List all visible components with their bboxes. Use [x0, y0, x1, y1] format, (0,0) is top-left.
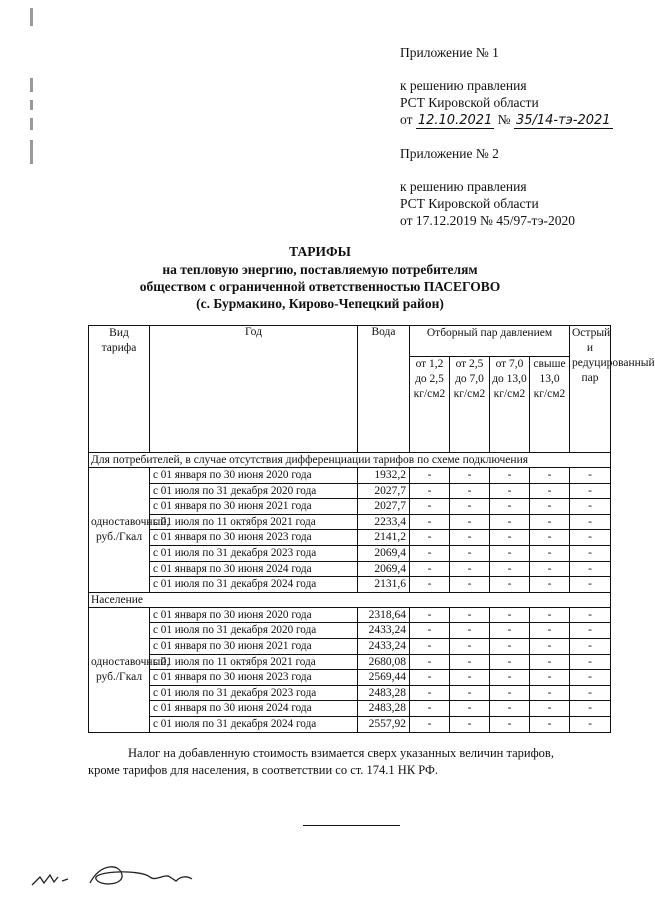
empty-value: -	[570, 545, 611, 561]
empty-value: -	[450, 577, 490, 593]
empty-value: -	[530, 561, 570, 577]
empty-value: -	[490, 483, 530, 499]
empty-value: -	[490, 468, 530, 484]
subtitle-line3: (с. Бурмакино, Кирово-Чепецкий район)	[196, 296, 444, 311]
table-row	[89, 561, 611, 577]
empty-value: -	[490, 638, 530, 654]
empty-value: -	[570, 468, 611, 484]
empty-value: -	[570, 577, 611, 593]
col-steam-3: от 7,0 до 13,0 кг/см2	[490, 357, 530, 453]
empty-value: -	[570, 514, 611, 530]
empty-value: -	[410, 530, 450, 546]
vat-note: Налог на добавленную стоимость взимается сверх указанных величин тарифов,	[128, 746, 554, 760]
empty-value: -	[570, 638, 611, 654]
empty-value: -	[490, 607, 530, 623]
empty-value: -	[450, 685, 490, 701]
period-cell: с 01 января по 30 июня 2024 года	[150, 701, 358, 717]
empty-value: -	[530, 685, 570, 701]
empty-value: -	[410, 545, 450, 561]
empty-value: -	[410, 499, 450, 515]
water-value: 2233,4	[358, 514, 410, 530]
ref1-line2: РСТ Кировской области	[400, 95, 539, 110]
empty-value: -	[450, 468, 490, 484]
vat-note-line2: кроме тарифов для населения, в соответствии со ст. 174.1 НК РФ.	[88, 763, 439, 777]
ref2-line3: от 17.12.2019 № 45/97-тэ-2020	[400, 213, 575, 228]
water-value: 2027,7	[358, 483, 410, 499]
empty-value: -	[410, 623, 450, 639]
empty-value: -	[410, 701, 450, 717]
empty-value: -	[490, 670, 530, 686]
section-title: Население	[89, 592, 611, 607]
empty-value: -	[450, 561, 490, 577]
table-row	[89, 607, 611, 623]
empty-value: -	[570, 685, 611, 701]
table-row	[89, 654, 611, 670]
col-sharp-steam: Острый и редуцированный пар	[570, 326, 611, 453]
empty-value: -	[490, 499, 530, 515]
empty-value: -	[490, 577, 530, 593]
period-cell: с 01 января по 30 июня 2023 года	[150, 530, 358, 546]
empty-value: -	[450, 638, 490, 654]
tariff-kind: одноставочный, руб./Гкал	[89, 468, 150, 593]
appendix-2-label: Приложение № 2	[400, 146, 499, 161]
empty-value: -	[450, 530, 490, 546]
margin-marks	[30, 0, 38, 170]
empty-value: -	[450, 545, 490, 561]
empty-value: -	[410, 670, 450, 686]
water-value: 2569,44	[358, 670, 410, 686]
empty-value: -	[490, 514, 530, 530]
water-value: 2318,64	[358, 607, 410, 623]
ref2-line1: к решению правления	[400, 179, 527, 194]
section-title: Для потребителей, в случае отсутствия дифференциации тарифов по схеме подключения	[89, 453, 611, 468]
empty-value: -	[410, 654, 450, 670]
empty-value: -	[410, 483, 450, 499]
empty-value: -	[530, 670, 570, 686]
period-cell: с 01 июля по 11 октября 2021 года	[150, 514, 358, 530]
empty-value: -	[410, 577, 450, 593]
period-cell: с 01 июля по 31 декабря 2020 года	[150, 483, 358, 499]
empty-value: -	[570, 716, 611, 732]
water-value: 2131,6	[358, 577, 410, 593]
water-value: 2027,7	[358, 499, 410, 515]
empty-value: -	[570, 530, 611, 546]
table-row	[89, 716, 611, 732]
empty-value: -	[570, 499, 611, 515]
tariff-kind: одноставочный, руб./Гкал	[89, 607, 150, 732]
empty-value: -	[410, 561, 450, 577]
col-steam-4: свыше 13,0 кг/см2	[530, 357, 570, 453]
empty-value: -	[570, 561, 611, 577]
empty-value: -	[450, 514, 490, 530]
title: ТАРИФЫ	[289, 244, 351, 259]
col-steam-1: от 1,2 до 2,5 кг/см2	[410, 357, 450, 453]
empty-value: -	[450, 716, 490, 732]
empty-value: -	[410, 468, 450, 484]
empty-value: -	[490, 545, 530, 561]
period-cell: с 01 января по 30 июня 2021 года	[150, 638, 358, 654]
period-cell: с 01 января по 30 июня 2024 года	[150, 561, 358, 577]
ref1-line1: к решению правления	[400, 78, 527, 93]
subtitle-line2: обществом с ограниченной ответственностью ПАСЕГОВО	[139, 279, 501, 294]
empty-value: -	[530, 716, 570, 732]
header-row	[89, 326, 611, 357]
water-value: 2141,2	[358, 530, 410, 546]
empty-value: -	[530, 607, 570, 623]
empty-value: -	[570, 701, 611, 717]
empty-value: -	[530, 545, 570, 561]
table-row	[89, 670, 611, 686]
appendix-1-label: Приложение № 1	[400, 45, 499, 60]
empty-value: -	[490, 701, 530, 717]
col-water: Вода	[358, 326, 410, 453]
empty-value: -	[410, 638, 450, 654]
ref1-number: 35/14-тэ-2021	[515, 113, 611, 128]
ref2-line2: РСТ Кировской области	[400, 196, 539, 211]
period-cell: с 01 января по 30 июня 2020 года	[150, 468, 358, 484]
table-row	[89, 499, 611, 515]
water-value: 2433,24	[358, 638, 410, 654]
empty-value: -	[450, 499, 490, 515]
water-value: 2433,24	[358, 623, 410, 639]
empty-value: -	[450, 607, 490, 623]
period-cell: с 01 июля по 31 декабря 2024 года	[150, 716, 358, 732]
empty-value: -	[570, 607, 611, 623]
water-value: 2483,28	[358, 701, 410, 717]
water-value: 2069,4	[358, 561, 410, 577]
period-cell: с 01 января по 30 июня 2020 года	[150, 607, 358, 623]
empty-value: -	[530, 483, 570, 499]
empty-value: -	[530, 514, 570, 530]
col-year: Год	[150, 326, 358, 453]
table-row	[89, 545, 611, 561]
period-cell: с 01 января по 30 июня 2023 года	[150, 670, 358, 686]
empty-value: -	[490, 561, 530, 577]
table-row	[89, 701, 611, 717]
empty-value: -	[570, 670, 611, 686]
section-header-row	[89, 592, 611, 607]
empty-value: -	[490, 685, 530, 701]
period-cell: с 01 июля по 31 декабря 2023 года	[150, 685, 358, 701]
empty-value: -	[530, 499, 570, 515]
empty-value: -	[450, 670, 490, 686]
tariff-table	[88, 325, 655, 733]
empty-value: -	[530, 577, 570, 593]
empty-value: -	[530, 468, 570, 484]
empty-value: -	[450, 654, 490, 670]
subtitle-line1: на тепловую энергию, поставляемую потребителям	[162, 262, 478, 277]
ref1-line3	[400, 111, 613, 129]
period-cell: с 01 июля по 31 декабря 2024 года	[150, 577, 358, 593]
water-value: 2680,08	[358, 654, 410, 670]
ref1-prefix: от	[400, 112, 413, 127]
empty-value: -	[490, 654, 530, 670]
period-cell: с 01 июля по 31 декабря 2023 года	[150, 545, 358, 561]
water-value: 2069,4	[358, 545, 410, 561]
empty-value: -	[570, 483, 611, 499]
empty-value: -	[410, 685, 450, 701]
empty-value: -	[490, 530, 530, 546]
empty-value: -	[530, 654, 570, 670]
section-header-row	[89, 453, 611, 468]
empty-value: -	[530, 623, 570, 639]
empty-value: -	[450, 701, 490, 717]
water-value: 2557,92	[358, 716, 410, 732]
empty-value: -	[570, 654, 611, 670]
table-row	[89, 623, 611, 639]
empty-value: -	[410, 514, 450, 530]
table-row	[89, 468, 611, 484]
footer-rule	[303, 825, 400, 826]
empty-value: -	[530, 638, 570, 654]
empty-value: -	[450, 623, 490, 639]
empty-value: -	[490, 623, 530, 639]
empty-value: -	[490, 716, 530, 732]
period-cell: с 01 июля по 11 октября 2021 года	[150, 654, 358, 670]
table-row	[89, 685, 611, 701]
empty-value: -	[450, 483, 490, 499]
empty-value: -	[410, 716, 450, 732]
empty-value: -	[410, 607, 450, 623]
table-row	[89, 638, 611, 654]
col-kind: Вид тарифа	[89, 326, 150, 453]
water-value: 2483,28	[358, 685, 410, 701]
col-steam-2: от 2,5 до 7,0 кг/см2	[450, 357, 490, 453]
table-row	[89, 530, 611, 546]
period-cell: с 01 января по 30 июня 2021 года	[150, 499, 358, 515]
empty-value: -	[570, 623, 611, 639]
period-cell: с 01 июля по 31 декабря 2020 года	[150, 623, 358, 639]
empty-value: -	[530, 701, 570, 717]
table-row	[89, 483, 611, 499]
signature	[30, 855, 200, 895]
table-row	[89, 514, 611, 530]
col-steam: Отборный пар давлением	[410, 326, 570, 357]
empty-value: -	[530, 530, 570, 546]
table-row	[89, 577, 611, 593]
water-value: 1932,2	[358, 468, 410, 484]
ref1-num-label: №	[497, 112, 511, 127]
ref1-date: 12.10.2021	[417, 113, 493, 128]
